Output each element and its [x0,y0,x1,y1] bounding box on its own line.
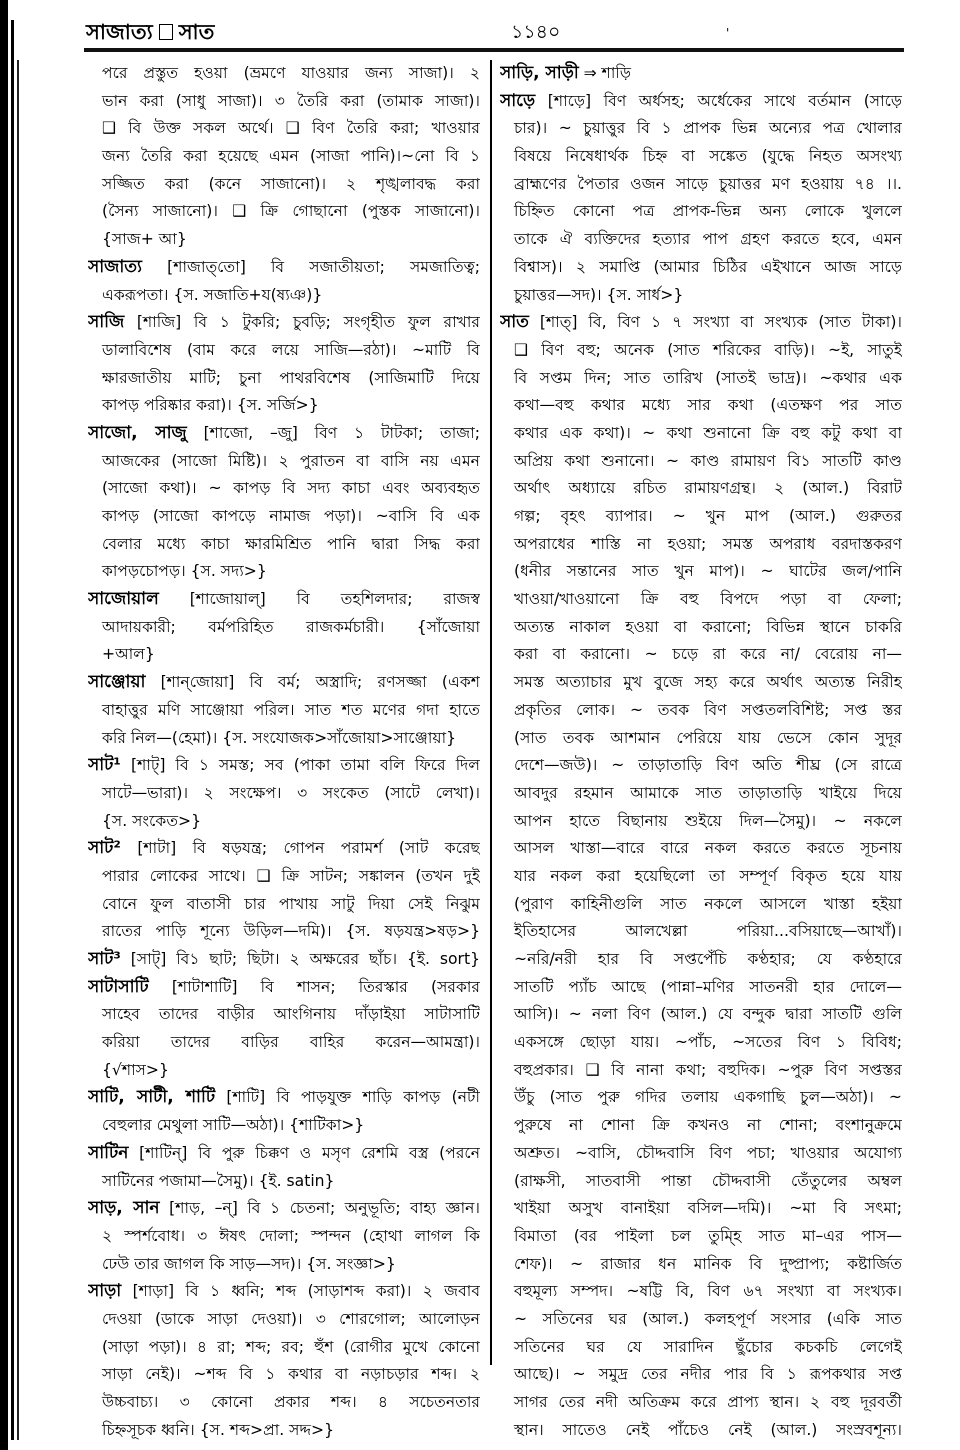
definition-text: চুয়াত্তর—সদ)। {স. সার্ধ>} [514,285,684,304]
text-line [88,1223,480,1251]
definition-text: গল্প; বৃহৎ ব্যাপার। ~ খুন মাপ (আল.) গুরুতর [514,507,902,525]
first-headword: সাজাত্য [86,20,153,44]
definition-text: দেশে—জউ)। ~ তাড়াতাড়ি বিণ অতি শীঘ্র (সে রাত্রে [514,756,902,775]
definition-text: উচ্চবাচ্য। ৩ কোনো প্রকার শব্দ। ৪ সচেতনতার [102,1393,480,1411]
headword: সাড়া [88,1281,122,1302]
definition-text: সাতটি প্যাঁচ আছে (পান্না–মণির সাতনরী হার দোলে— [514,977,902,996]
text-line [88,1361,480,1389]
text-line [500,337,902,365]
entry-line [500,88,902,116]
definition-text: ২ স্পর্শবোধ। ৩ ঈষৎ দোলা; স্পন্দন (হোথা লাগল কি [102,1226,480,1245]
definition-text: সজ্জিত করা (কনে সাজানো)। ২ শৃঙ্খলাবদ্ধ করা [102,174,480,193]
headword: সাজাত্য [88,256,142,277]
text-line [500,669,902,697]
definition-text: বহুমূল্য সম্পদ। ~ষট্টি বি, বিণ ৬৭ সংখ্যা বা সংখ্যক। [514,1282,902,1301]
entry-line [88,586,480,614]
definition-text: অশ্রুত। ~বাসি, চৌদ্দবাসি বিণ পচা; খাওয়ার অযোগ্য [514,1143,902,1162]
definition-text: বেলার মধ্যে কাচা ক্ষারমিশ্রিত পানি দ্বারা সিদ্ধ করা [102,534,480,553]
scan-mark: ' [726,26,730,40]
text-line [500,586,902,614]
definition-text: অত্যন্ত নাকাল হওয়া বা করানো; বিভিন্ন স্থানে চাকরি [514,617,902,636]
text-line [500,282,902,310]
text-line [500,558,902,586]
text-line [88,1251,480,1279]
text-line [88,503,480,531]
definition-text: ব্রাহ্মণের পৈতার ওজন সাড়ে চুয়াত্তর মণ হওয়ায় ৭৪ ।।. [514,174,902,193]
text-line [500,1057,902,1085]
definition-text: (সাজো কথা)। ~ কাপড় বি সদ্য কাচা এবং অব্যবহৃত [102,479,480,498]
text-line [88,1057,480,1085]
definition-text: সাগর তের নদী অতিক্রম করে প্রাপ্য স্থান। ২ বহু দূরবর্তী [514,1393,902,1411]
definition-text: আবদুর রহমান আমাকে সাত তাড়াতাড়ি খাইয়ে দিয়ে [514,783,902,802]
text-line [88,1306,480,1334]
text-line [500,835,902,863]
text-line [88,1029,480,1057]
definition-text: +আল} [102,645,155,664]
text-line [500,725,902,753]
definition-text: স্থান। সাতেও নেই পাঁচেও নেই (আল.) সংস্রবশূন্য। [514,1420,902,1439]
definition-text: দেওয়া (ডাকে সাড়া দেওয়া)। ৩ শোরগোল; আলোড়ন [102,1309,480,1328]
text-line [88,1168,480,1196]
definition-text: বিমাতা (বর পাইলা চল তুম্হি সাত মা–এর পাস— [514,1226,902,1245]
headword: সাড়, সান [88,1198,160,1219]
definition-text: ঢেউ তার জাগল কি সাড়—সদ)। {স. সংজ্ঞা>} [102,1254,396,1273]
text-line [88,143,480,171]
definition-text: বেহুলার মেথুলা সাটি—অঠা)। {শাটিকা>} [102,1116,365,1135]
text-line [500,115,902,143]
text-line [500,1334,902,1362]
definition-text: (পুরাণ কাহিনীগুলি সাত নকলে আসলে খাস্তা হইয়া [514,894,902,913]
text-line [88,725,480,753]
text-line [500,1001,902,1029]
entry-line [88,420,480,448]
definition-text: কথার এক কথা)। ~ কথা শুনানো ক্রি বহু কটু কথা বা [514,423,902,442]
text-line [500,392,902,420]
definition-text: আজকের (সাজো মিষ্টি)। ২ পুরাতন বা বাসি নয় এমন [102,451,480,470]
definition-text: বাহাত্তুর মণি সাঞ্জোয়া পরিল। সাত শত মণের গদা হাতে [102,700,480,719]
definition-text: পরে প্রস্তুত হওয়া (ভ্রমণে যাওয়ার জন্য সাজা)। ২ [102,64,480,82]
definition-text: সাটিনের পজামা—সৈমু)। {ই. satin} [102,1171,335,1190]
definition-text: ক্ষারজাতীয় মাটি; চুনা পাথরবিশেষ (সাজিমাটি দিয়ে [102,368,480,387]
definition-text: আসি)। ~ নলা বিণ (আল.) যে বন্দুক দ্বারা সাতটি গুলি [514,1005,902,1024]
definition-text: কাপড়চোপড়। {স. সদ্য>} [102,562,267,581]
definition-text: বিশ্বাস)। ২ সমাপ্তি (আমার চিঠির এইখানে আজ সাড়ে [514,257,902,276]
definition-text: [শান্‌জোয়া] বি বর্ম; অস্ত্রাদি; রণসজ্জা (একশ [145,673,480,692]
text-line [500,1223,902,1251]
text-line [88,918,480,946]
headword: সাড়ি, সাড়ী [500,63,579,83]
definition-text: যার নকল করা হয়েছিলো তা সম্পূর্ণ বিকৃত হয়ে যায় [514,866,902,885]
definition-text: আপন হাতে বিছানায় শুইয়ে দিল—সৈমু)। ~ নকলে [514,811,902,830]
text-line [500,365,902,393]
text-line [88,808,480,836]
text-line [88,891,480,919]
scan-border [0,0,8,1450]
definition-text: সাহেব তাদের বাড়ীর আংগিনায় দাঁড়াইয়া সাটাসাটি [102,1005,480,1024]
definition-text: বিষয়ে নিষেধার্থক চিহ্ন বা সঙ্কেত (যুদ্ধে নিহত অসংখ্য [514,147,902,166]
definition-text: সাড়া নেই)। ~শব্দ বি ১ কথার বা নড়াচড়ার শব্দ। ২ [102,1365,480,1384]
definition-text: [শাজি] বি ১ টুকরি; চুবড়ি; সংগৃহীত ফুল রাখার [124,313,480,332]
definition-text: বোনে ফুল বাতাসী চার পাখায় সাটু দিয়া সেই নিঝুম [102,894,480,913]
entry-line [88,1195,480,1223]
definition-text: কাপড় (সাজো কাপড়ে নামাজ পড়া)। ~বাসি বি এক [102,507,480,525]
text-line [500,1029,902,1057]
text-line [500,1195,902,1223]
definition-text: পারার লোকের সাথে। ❑ ক্রি সাটন; সঙ্কালন (তখন দুই [102,866,480,885]
definition-text: একসঙ্গে ছোড়া যায়। ~পাঁচ, ~সতের বিণ ১ বিবিধ; [514,1033,902,1052]
text-line [88,863,480,891]
text-line [500,1361,902,1389]
definition-text: {সাজ+ আ} [102,230,187,249]
definition-text: ডালাবিশেষ (বাম করে লয়ে সাজি—রঠা)। ~মাটি বি [102,340,480,359]
definition-text: চিহ্নসূচক ধ্বনি। {স. শব্দ>প্রা. সদ্দ>} [102,1420,334,1439]
text-line [88,531,480,559]
scan-border-line [11,20,14,1440]
text-line [500,171,902,199]
headword: সাট¹ [88,755,121,776]
text-line [500,891,902,919]
headword: সাঞ্জোয়া [88,672,146,693]
entry-line [88,946,480,974]
definition-text: তাকে ঐ ব্যক্তিদের হত্যার পাপ গ্রহণ করতে হবে, এমন [514,230,902,249]
definition-text: আসল খাস্তা—বারে বারে নকল করতে করতে সূচনায় [514,839,902,858]
text-line [88,171,480,199]
definition-text: [শাড়, –ন্‌] বি ১ চেতনা; অনুভূতি; বাহ্য জ্ঞান। [159,1199,480,1218]
definition-text: [শাজোয়াল্‌] বি তহশিলদার; রাজস্ব [158,590,480,609]
headword: সাত [500,312,529,333]
text-line [88,1334,480,1362]
definition-text: খাওয়া/খাওয়ানো ক্রি বহু বিপদে পড়া বা ফেলা; [514,590,902,609]
entry-line [88,752,480,780]
definition-text: শেফ)। ~ রাজার ধন মানিক বি দুষ্প্রাপ্য; কষ্টার্জিত [514,1254,902,1273]
definition-text: {স. সংকেত>} [102,811,202,830]
definition-text: আছে)। ~ সমুদ্র তের নদীর পার বি ১ রূপকথার সপ্ত [514,1365,902,1384]
text-line [500,863,902,891]
text-line [88,115,480,143]
headword: সাজো, সাজু [88,422,187,443]
definition-text: বি সপ্তম দিন; সাত তারিখ (সাতই ভাদ্র)। ~কথার এক [514,368,902,387]
definition-text: ইতিহাসের আলখেল্লা পরিয়া...বসিয়াছে—আখাঁ)। [514,922,902,941]
header-rule [84,48,904,52]
text-line [88,1417,480,1445]
definition-text: [সাট্‌] বি১ ছাট; ছিটা। ২ অক্ষরের ছাঁচ। {ই. sort} [120,950,480,968]
definition-text: সতিনের ঘর যে সারাদিন ছুঁচোর কচকচি লেগেই [514,1337,902,1356]
headword: সাজি [88,312,125,333]
text-line [88,282,480,310]
definition-text: [শাড়ে] বিণ অর্ধসহ; অর্ধেকের সাথে বর্তমান (সাড়ে [535,91,902,110]
page-number: ১১৪০ [511,21,561,43]
definition-text: [শাটাশাটি] বি শাসন; তিরস্কার (সরকার [148,977,480,996]
text-line [88,780,480,808]
headword: সাটিন [88,1142,129,1163]
definition-text: (সৈন্য সাজানো)। ❑ ক্রি গোছানো (পুস্তক সাজানো)। [102,202,480,221]
headword: সাটাসাটি [88,976,149,997]
definition-text: ভান করা (সাধু সাজা)। ৩ তৈরি করা (তামাক সাজা)। [102,91,480,110]
definition-text: অপ্রিয় কথা শুনানো। ~ কাণ্ড রামায়ণ বি১ সাতটি কাণ্ড [514,451,902,470]
headword: সাটি, সাটী, শাটি [88,1087,216,1108]
text-line [500,1084,902,1112]
definition-text: [শাটি] বি পাড়যুক্ত শাড়ি কাপড় (নটী [215,1088,480,1107]
definition-text: ~ সতিনের ঘর (আল.) কলহপূর্ণ সংসার (একি সাত [514,1309,902,1328]
text-line [500,420,902,448]
column-divider [490,60,492,1365]
text-line [500,614,902,642]
definition-text: [শাজো, –জু] বিণ ১ টাটকা; তাজা; [186,423,480,442]
definition-text: করিয়া তাদের বাড়ির বাহির করেন—আমন্ত্রা)। [102,1033,480,1052]
text-line [88,198,480,226]
text-line [88,392,480,420]
text-line [500,808,902,836]
definition-text: [শাট্‌] বি ১ সমস্ত; সব (পাকা তামা বলি ফিরে দিল [120,756,480,775]
text-line [500,448,902,476]
text-line [500,198,902,226]
text-line [500,143,902,171]
text-line [88,88,480,116]
entry-line [88,309,480,337]
definition-text: ⇒ শাড়ি [578,64,632,82]
text-line [500,918,902,946]
text-line [88,337,480,365]
scan-border-line [17,60,19,1440]
definition-text: [শাড়া] বি ১ ধ্বনি; শব্দ (সাড়াশব্দ করা)। ২ জবাব [121,1282,480,1301]
definition-text: (রাক্ষসী, সাতবাসী পান্তা চৌদ্দবাসী তেঁতুলের অম্বল [514,1171,902,1190]
definition-text: {√শাস>} [102,1060,169,1079]
entry-line [500,309,902,337]
text-line [88,558,480,586]
definition-text: বহুপ্রকার। ❑ বি নানা কথা; বহুদিক। ~পুরু বিণ সপ্তস্তর [514,1060,902,1079]
definition-text: (সাত তবক আশমান পেরিয়ে যায় ভেসে কোন সুদূর [514,728,902,747]
text-line [88,226,480,254]
text-line [500,974,902,1002]
text-line [500,1417,902,1445]
text-line [500,1140,902,1168]
separator-box-icon [159,24,173,40]
entry-line [88,1140,480,1168]
definition-text: রাতের পাড়ি শূন্যে উড়িল—দমি)। {স. ষড়যন্ত্র>ষড়>} [102,922,480,941]
definition-text: (সাড়া পড়া)। ৪ রা; শব্দ; রব; হুঁশ (রোগীর মুখে কোনো [102,1337,480,1356]
text-line [500,1168,902,1196]
entry-line [88,254,480,282]
definition-text: [শাটিন্‌] বি পুরু চিক্কণ ও মসৃণ রেশমি বস্ত্র (পরনে [128,1143,480,1162]
definition-text: চিহ্নিত কোনো পত্র প্রাপক-ভিন্ন অন্য লোকে খুললে [514,202,902,221]
definition-text: [শাটা] বি ষড়যন্ত্র; গোপন পরামর্শ (সাট করেছ [120,839,480,858]
text-line [500,254,902,282]
text-line [88,697,480,725]
text-line [88,448,480,476]
entry-line [88,1084,480,1112]
definition-text: করি নিল—(হেমা)। {স. সংযোজক>সাঁজোয়া>সাঞ্জোয়া} [102,728,457,747]
definition-text: চার)। ~ চুয়াত্তুর বি ১ প্রাপক ভিন্ন অন্যের পত্র খোলার [514,119,902,138]
text-line [500,226,902,254]
left-column [88,60,480,1444]
text-line [500,752,902,780]
text-line [500,475,902,503]
entry-line [88,1278,480,1306]
entry-line [88,669,480,697]
definition-text: [শাজাত্‌তো] বি সজাতীয়তা; সমজাতিত্ব; [142,257,480,276]
definition-text: খাইয়া অসুখ বানাইয়া বসিল—দমি)। ~মা বি সৎমা; [514,1199,902,1218]
text-line [500,531,902,559]
headword: সাজোয়াল [88,589,159,610]
headword: সাড়ে [500,90,536,111]
text-line [500,1251,902,1279]
text-line [500,946,902,974]
definition-text: করা বা করানো। ~ চড়ে রা করে না/ বেরোয় না— [514,645,902,664]
definition-text: অর্থাৎ অধ্যায়ে রচিত রামায়ণগ্রন্থ। ২ (আল.) বিরাট [514,479,902,498]
definition-text: [শাত্‌] বি, বিণ ১ ৭ সংখ্যা বা সংখ্যক (সাত টাকা)। [528,313,902,332]
text-line [88,60,480,88]
definition-text: (ধনীর সন্তানের সাত খুন মাপ)। ~ ঘাটের জল/পানি [514,562,902,581]
definition-text: ❑ বিণ বহু; অনেক (সাত শরিকের বাড়ি)। ~ই, সাতুই [514,340,902,359]
text-line [88,1389,480,1417]
text-line [500,1278,902,1306]
headword: সাট³ [88,949,121,969]
definition-text: ~নরি/নরী হার বি সপ্তপেঁচি কণ্ঠহার; যে কণ্ঠহারে [514,950,902,968]
text-line [500,780,902,808]
running-head [86,16,214,51]
definition-text: ❑ বি উক্ত সকল অর্থে। ❑ বিণ তৈরি করা; খাওয়ার [102,119,480,138]
entry-line [500,60,902,88]
definition-text: জন্য তৈরি করা হয়েছে এমন (সাজা পানি)।~নো বি ১ [102,147,480,166]
definition-text: সাটে—ভারা)। ২ সংক্ষেপ। ৩ সংকেত (সাটে লেখা)। [102,783,480,802]
entry-line [88,974,480,1002]
definition-text: আদায়কারী; বর্মপরিহিত রাজকর্মচারী। {সাঁজোয়া [102,617,480,636]
text-line [500,1112,902,1140]
definition-text: অপরাধের শাস্তি না হওয়া; সমস্ত অপরাধ বরদাস্তকরণ [514,534,902,553]
entry-line [88,835,480,863]
text-line [500,641,902,669]
text-line [500,1389,902,1417]
text-line [88,641,480,669]
definition-text: উঁচু (সাত পুরু গদির তলায় একগাছি চুল—অঠা)। ~ [514,1088,902,1107]
definition-text: সমস্ত অত্যাচার মুখ বুজে সহ্য করে অর্থাৎ অত্যন্ত নিরীহ [514,673,902,692]
definition-text: পুরুষে না শোনা ক্রি কখনও না শোনা; বংশানুক্রমে [514,1116,902,1135]
definition-text: কাপড় পরিষ্কার করা)। {স. সর্জি>} [102,396,319,415]
text-line [88,365,480,393]
text-line [88,475,480,503]
text-line [500,503,902,531]
text-line [88,1001,480,1029]
definition-text: কথা—বহু কথার মধ্যে সার কথা (এতক্ষণ পর সাত [514,396,902,415]
text-line [500,697,902,725]
text-line [500,1306,902,1334]
headword: সাট² [88,838,121,859]
definition-text: একরূপতা। {স. সজাতি+য(ষ্যঞ)} [102,285,323,304]
text-line [88,614,480,642]
last-headword: সাত [178,20,215,44]
text-line [88,1112,480,1140]
page-header [86,12,906,52]
definition-text: প্রকৃতির লোক। ~ তবক বিণ সপ্ততলবিশিষ্ট; সপ্ত স্তর [514,700,902,719]
right-column [500,60,902,1444]
